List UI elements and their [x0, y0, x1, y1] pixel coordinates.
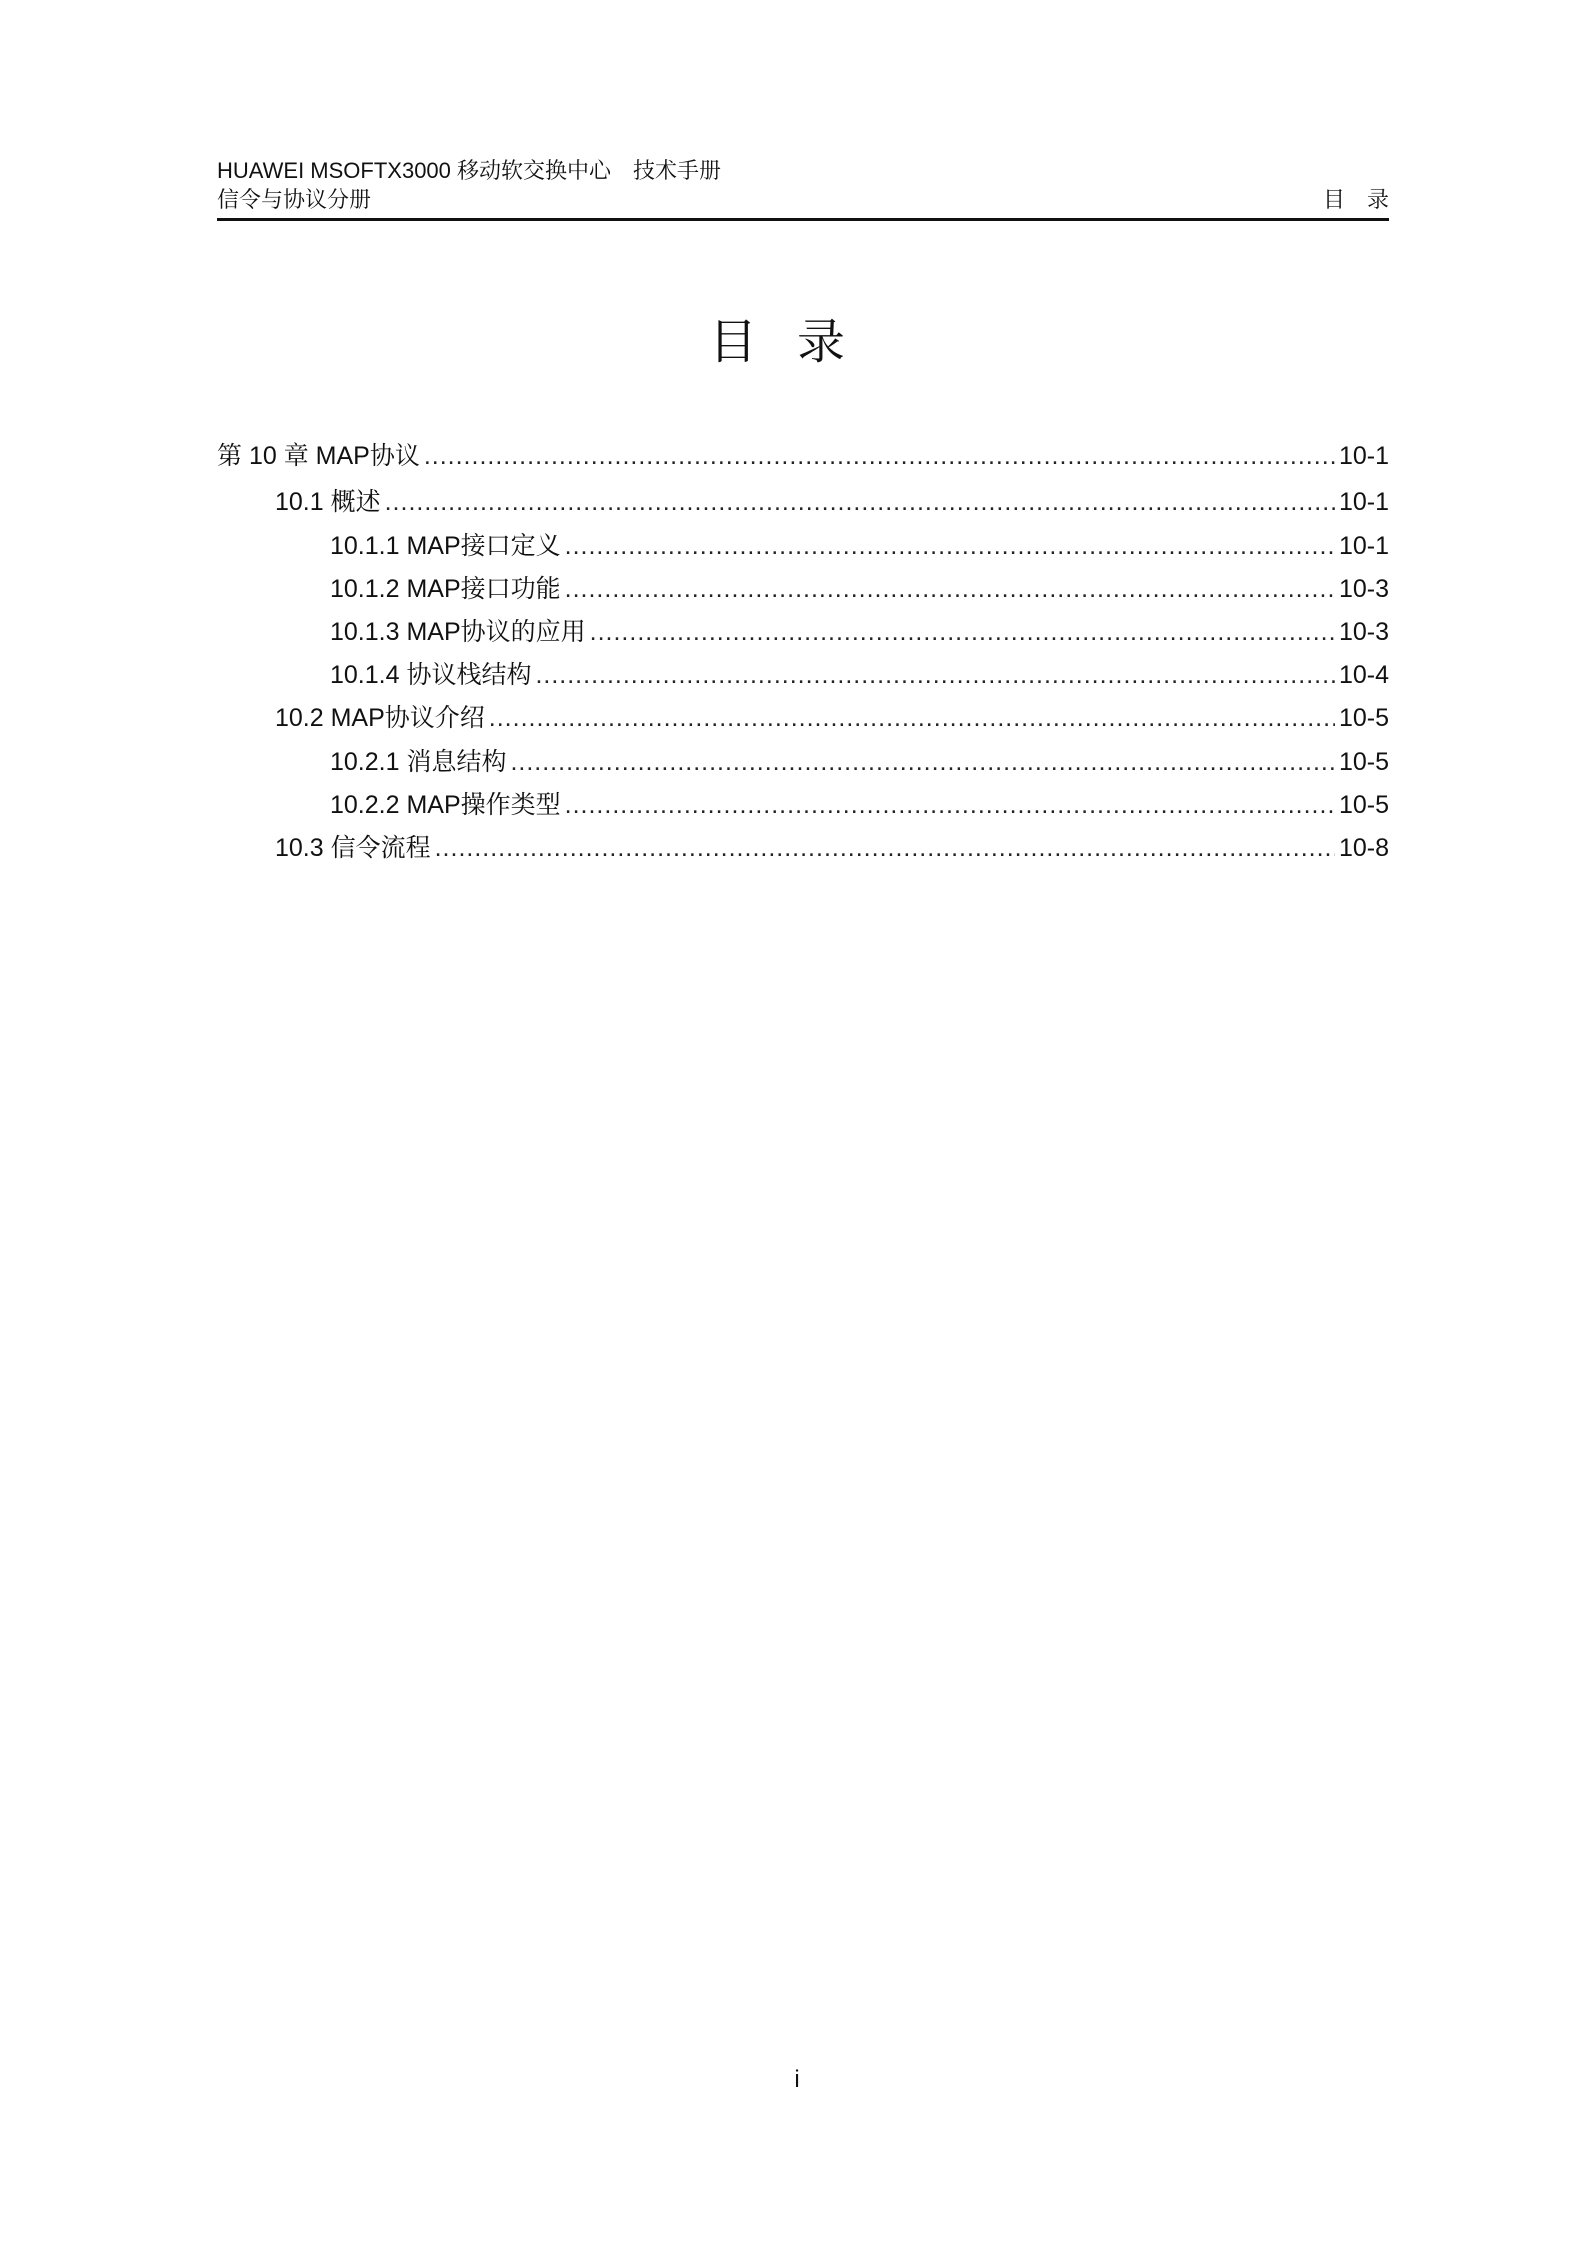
toc-leader [565, 532, 1335, 561]
toc-label: 第 10 章 MAP协议 [217, 442, 420, 470]
page-header [217, 156, 1389, 216]
toc-entry[interactable] [217, 569, 1389, 612]
toc-leader [510, 748, 1335, 777]
toc-page: 10-5 [1338, 704, 1389, 732]
toc-entry[interactable] [217, 526, 1389, 569]
header-section: 目 录 [1322, 188, 1389, 213]
toc-label: 10.3 信令流程 [275, 834, 431, 862]
toc-leader [565, 575, 1335, 604]
header-rule [217, 218, 1389, 221]
toc-leader [435, 834, 1335, 863]
table-of-contents [217, 436, 1389, 872]
toc-leader [565, 791, 1335, 820]
header-subtitle-row [217, 186, 1389, 216]
toc-label: 10.1.4 协议栈结构 [330, 661, 532, 689]
toc-label: 10.2.1 消息结构 [330, 748, 507, 776]
toc-page: 10-5 [1338, 791, 1389, 819]
header-volume: 信令与协议分册 [217, 188, 372, 213]
toc-entry[interactable] [217, 436, 1389, 482]
toc-label: 10.2 MAP协议介绍 [275, 704, 485, 732]
toc-label: 10.2.2 MAP操作类型 [330, 791, 561, 819]
toc-page: 10-8 [1338, 834, 1389, 862]
toc-entry[interactable] [217, 828, 1389, 872]
toc-page: 10-4 [1338, 661, 1389, 689]
page-title: 目录 [708, 314, 885, 370]
toc-label: 10.1 概述 [275, 488, 381, 516]
toc-page: 10-1 [1338, 442, 1389, 470]
toc-page: 10-1 [1338, 532, 1389, 560]
toc-leader [385, 488, 1335, 517]
toc-label: 10.1.1 MAP接口定义 [330, 532, 561, 560]
toc-entry[interactable] [217, 698, 1389, 742]
toc-entry[interactable] [217, 742, 1389, 785]
toc-page: 10-3 [1338, 575, 1389, 603]
toc-page: 10-1 [1338, 488, 1389, 516]
toc-entry[interactable] [217, 655, 1389, 698]
toc-leader [489, 704, 1335, 733]
toc-leader [424, 442, 1335, 471]
toc-entry[interactable] [217, 482, 1389, 526]
toc-label: 10.1.2 MAP接口功能 [330, 575, 561, 603]
toc-leader [590, 618, 1335, 647]
toc-entry[interactable] [217, 785, 1389, 828]
page-number: i [794, 2066, 800, 2093]
header-title: HUAWEI MSOFTX3000 移动软交换中心 技术手册 [217, 158, 722, 183]
toc-label: 10.1.3 MAP协议的应用 [330, 618, 586, 646]
toc-entry[interactable] [217, 612, 1389, 655]
toc-page: 10-5 [1338, 748, 1389, 776]
toc-page: 10-3 [1338, 618, 1389, 646]
toc-leader [535, 661, 1335, 690]
